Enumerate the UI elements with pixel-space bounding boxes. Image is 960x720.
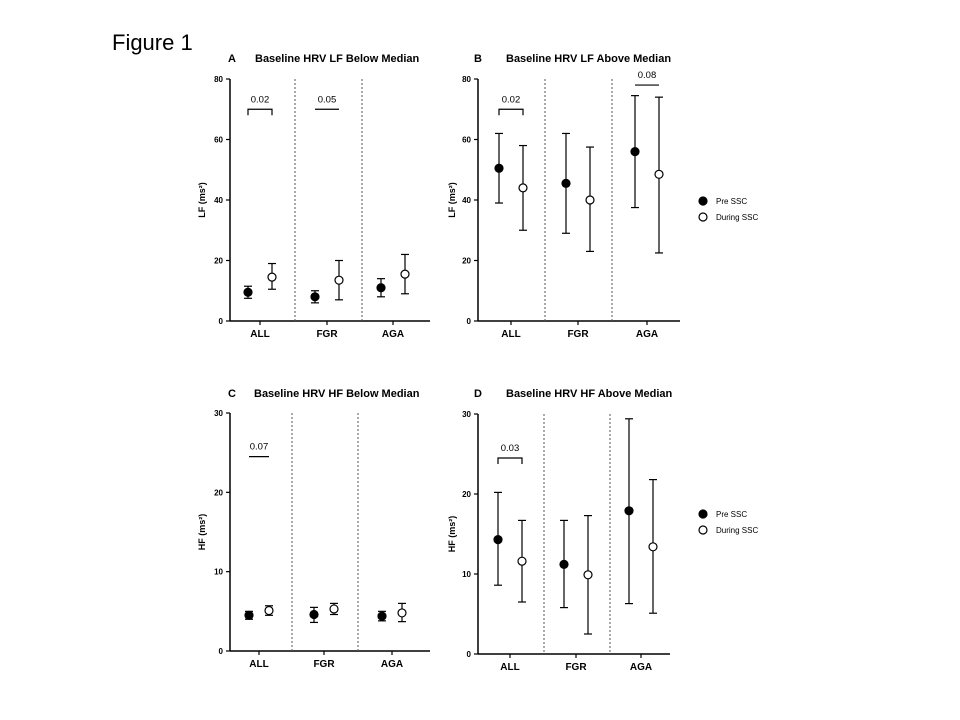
p-value-label: 0.07 xyxy=(249,441,269,453)
legend-marker-during xyxy=(699,526,707,534)
point-pre-ssc xyxy=(378,612,386,620)
chart-title: Baseline HRV LF Below Median xyxy=(255,53,420,65)
x-tick-label: ALL xyxy=(501,329,521,340)
point-pre-ssc xyxy=(560,560,568,568)
y-tick-label: 80 xyxy=(462,75,471,84)
x-tick-label: ALL xyxy=(250,329,270,340)
point-during-ssc xyxy=(584,571,592,579)
point-pre-ssc xyxy=(625,507,633,515)
y-tick-label: 20 xyxy=(462,256,471,266)
p-value-label: 0.05 xyxy=(317,94,337,106)
legend xyxy=(699,197,758,222)
point-during-ssc xyxy=(330,605,338,613)
y-tick-label: 30 xyxy=(462,410,471,419)
point-during-ssc xyxy=(518,557,526,565)
panel-letter: A xyxy=(228,53,236,65)
y-tick-label: 20 xyxy=(214,488,223,498)
panel-b xyxy=(447,53,758,340)
y-tick-label: 60 xyxy=(462,135,471,145)
y-tick-label: 0 xyxy=(466,650,471,659)
point-pre-ssc xyxy=(311,293,319,301)
legend xyxy=(699,510,758,535)
legend-label-during: During SSC xyxy=(716,526,759,535)
y-tick-label: 40 xyxy=(214,196,223,205)
panel-letter: C xyxy=(228,388,236,400)
point-pre-ssc xyxy=(494,536,502,544)
y-tick-label: 0 xyxy=(218,317,223,326)
significance-bracket xyxy=(248,109,272,115)
panel-d xyxy=(447,388,758,673)
point-pre-ssc xyxy=(310,611,318,619)
y-tick-label: 20 xyxy=(214,256,223,266)
y-tick-label: 40 xyxy=(462,196,471,205)
legend-label-pre: Pre SSC xyxy=(716,510,748,519)
y-axis-label: HF (ms²) xyxy=(197,513,207,551)
y-tick-label: 60 xyxy=(214,135,223,145)
point-during-ssc xyxy=(268,273,276,281)
panel-letter: D xyxy=(474,388,482,400)
panel-a xyxy=(197,53,430,340)
p-value-label: 0.08 xyxy=(637,70,657,82)
x-tick-label: FGR xyxy=(567,329,589,340)
chart-title: Baseline HRV HF Below Median xyxy=(254,388,420,400)
y-tick-label: 10 xyxy=(214,567,223,577)
p-value-label: 0.02 xyxy=(250,94,270,106)
x-tick-label: AGA xyxy=(629,662,653,673)
y-tick-label: 20 xyxy=(462,490,471,499)
legend-label-during: During SSC xyxy=(716,213,759,222)
point-pre-ssc xyxy=(495,164,503,172)
x-tick-label: AGA xyxy=(380,659,404,670)
chart-title: Baseline HRV LF Above Median xyxy=(506,53,672,65)
x-tick-label: ALL xyxy=(500,662,520,673)
y-tick-label: 0 xyxy=(466,317,471,326)
y-tick-label: 0 xyxy=(218,647,223,656)
y-axis-label: LF (ms²) xyxy=(197,182,207,218)
point-during-ssc xyxy=(655,170,663,178)
x-tick-label: ALL xyxy=(249,659,269,670)
chart-title: Baseline HRV HF Above Median xyxy=(506,388,673,400)
point-during-ssc xyxy=(401,270,409,278)
point-pre-ssc xyxy=(562,179,570,187)
x-tick-label: AGA xyxy=(381,329,405,340)
legend-label-pre: Pre SSC xyxy=(716,197,748,206)
point-during-ssc xyxy=(649,543,657,551)
significance-bracket xyxy=(498,458,522,464)
point-during-ssc xyxy=(335,276,343,284)
point-during-ssc xyxy=(398,609,406,617)
panel-letter: B xyxy=(474,53,482,65)
y-tick-label: 80 xyxy=(214,75,223,84)
y-tick-label: 10 xyxy=(462,570,471,579)
y-axis-label: LF (ms²) xyxy=(447,182,457,218)
figure-title: Figure 1 xyxy=(112,30,193,55)
point-pre-ssc xyxy=(377,284,385,292)
legend-marker-pre xyxy=(699,510,707,518)
p-value-label: 0.02 xyxy=(501,94,521,106)
point-during-ssc xyxy=(265,607,273,615)
x-tick-label: FGR xyxy=(313,659,335,670)
significance-bracket xyxy=(499,109,523,115)
p-value-label: 0.03 xyxy=(500,443,520,454)
point-during-ssc xyxy=(586,196,594,204)
y-tick-label: 30 xyxy=(214,409,223,418)
point-pre-ssc xyxy=(631,148,639,156)
point-pre-ssc xyxy=(245,611,253,619)
legend-marker-pre xyxy=(699,197,707,205)
x-tick-label: FGR xyxy=(316,329,338,340)
legend-marker-during xyxy=(699,213,707,221)
x-tick-label: AGA xyxy=(635,329,659,340)
y-axis-label: HF (ms²) xyxy=(447,515,457,553)
panel-c xyxy=(197,388,430,670)
point-pre-ssc xyxy=(244,288,252,296)
point-during-ssc xyxy=(519,184,527,192)
x-tick-label: FGR xyxy=(565,662,587,673)
